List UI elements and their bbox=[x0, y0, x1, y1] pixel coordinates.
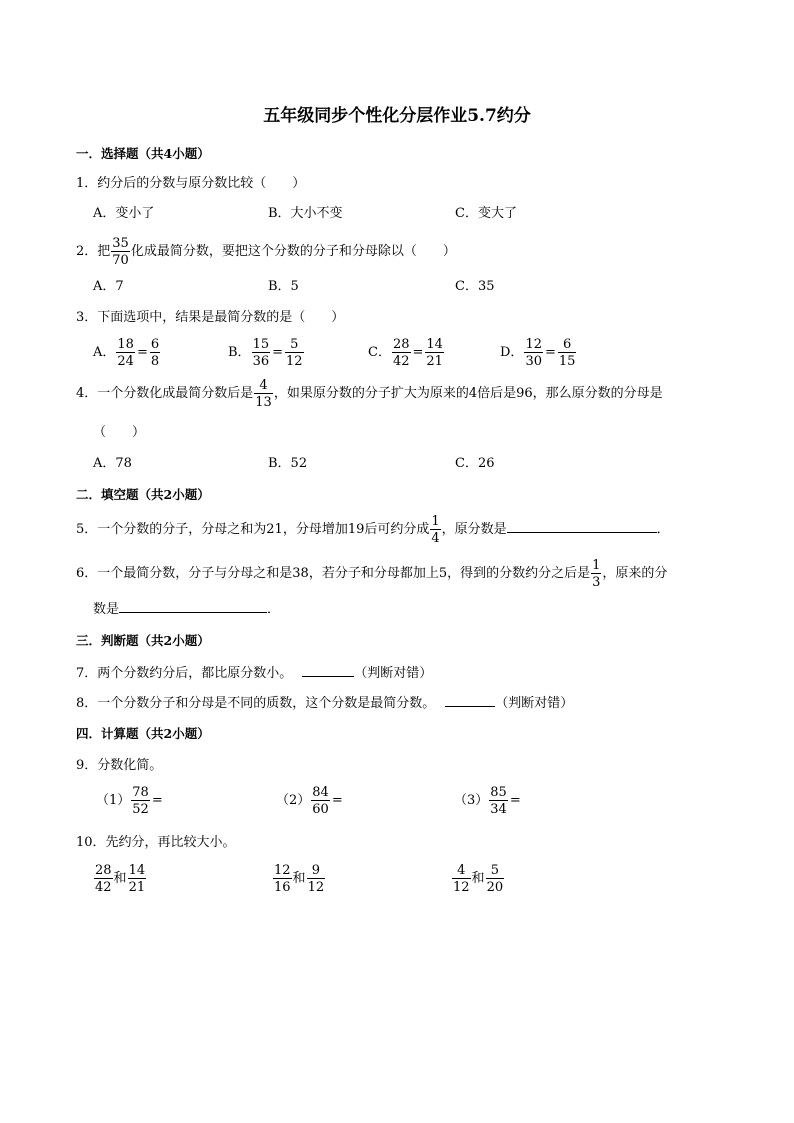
fraction bbox=[128, 864, 147, 894]
question-4-option-b: B．52 bbox=[268, 456, 308, 471]
question-9-item-2 bbox=[276, 784, 344, 818]
equals-sign: = bbox=[331, 793, 343, 808]
question-1-option-c: C．变大了 bbox=[455, 206, 517, 221]
page-title: 五年级同步个性化分层作业5.7约分 bbox=[263, 106, 531, 126]
fraction bbox=[307, 864, 326, 894]
fraction-denominator: 42 bbox=[95, 879, 112, 895]
question-3-option-d bbox=[500, 336, 577, 370]
question-6-line2 bbox=[93, 600, 280, 619]
fraction-numerator: 9 bbox=[311, 862, 320, 878]
question-4-suffix: ，如果原分数的分子扩大为原来的4倍后是96，那么原分数的分母是 bbox=[273, 386, 663, 401]
question-3-option-c bbox=[368, 336, 445, 370]
fraction-numerator: 14 bbox=[426, 336, 443, 352]
fraction-denominator: 52 bbox=[132, 801, 149, 817]
question-10-stem: 10．先约分，再比较大小。 bbox=[76, 835, 236, 850]
question-2-stem bbox=[76, 235, 456, 269]
item-label: （1） bbox=[96, 793, 131, 808]
fraction-denominator: 15 bbox=[558, 353, 576, 369]
fraction bbox=[392, 338, 411, 368]
fraction bbox=[558, 338, 577, 368]
question-10-pair-1 bbox=[93, 862, 147, 896]
fraction-denominator: 4 bbox=[431, 530, 440, 546]
question-8-stem bbox=[76, 694, 573, 713]
fraction bbox=[524, 338, 543, 368]
fraction bbox=[94, 864, 113, 894]
question-1-stem: 1．约分后的分数与原分数比较（ ） bbox=[76, 176, 306, 191]
fraction-denominator: 8 bbox=[150, 353, 160, 369]
fraction-denominator: 24 bbox=[117, 353, 134, 369]
option-label: B． bbox=[228, 345, 251, 360]
fraction bbox=[116, 338, 135, 368]
question-10-pair-3 bbox=[451, 862, 505, 896]
question-9-item-1 bbox=[96, 784, 164, 818]
equals-sign: = bbox=[544, 345, 556, 360]
question-3-option-b bbox=[228, 336, 305, 370]
fraction bbox=[489, 786, 508, 816]
fraction bbox=[131, 786, 150, 816]
question-10-pair-2 bbox=[272, 862, 326, 896]
question-9-stem: 9．分数化简。 bbox=[76, 758, 163, 773]
question-4-option-c: C．26 bbox=[455, 456, 495, 471]
fraction-numerator: 6 bbox=[563, 336, 572, 352]
section-heading-fill: 二．填空题（共2小题） bbox=[76, 487, 210, 502]
fraction-denominator: 12 bbox=[286, 353, 303, 369]
question-3-option-a bbox=[93, 336, 161, 370]
question-1-option-a: A．变小了 bbox=[93, 206, 155, 221]
question-6-continuation: 数是 bbox=[93, 602, 120, 617]
question-5-suffix: ，原分数是 bbox=[441, 522, 507, 537]
fraction-numerator: 18 bbox=[117, 336, 134, 352]
fraction bbox=[252, 338, 271, 368]
fraction-denominator: 21 bbox=[426, 353, 443, 369]
equals-sign: = bbox=[509, 793, 521, 808]
fraction bbox=[311, 786, 330, 816]
fraction-numerator: 15 bbox=[252, 336, 270, 352]
fraction bbox=[591, 559, 601, 589]
fraction-denominator: 20 bbox=[486, 879, 504, 895]
answer-blank[interactable] bbox=[302, 664, 354, 677]
fraction-denominator: 16 bbox=[274, 879, 291, 895]
fraction-numerator: 1 bbox=[592, 557, 601, 573]
fraction-denominator: 13 bbox=[255, 394, 272, 410]
question-8-tail: （判断对错） bbox=[495, 696, 574, 711]
question-7-tail: （判断对错） bbox=[354, 666, 433, 681]
fraction bbox=[285, 338, 304, 368]
answer-blank[interactable] bbox=[507, 520, 657, 533]
question-4-stem bbox=[76, 377, 663, 411]
option-label: C． bbox=[368, 345, 391, 360]
question-6-prefix: 6．一个最简分数，分子与分母之和是38，若分子和分母都加上5，得到的分数约分之后是 bbox=[76, 566, 591, 581]
question-2-prefix: 2．把 bbox=[76, 244, 111, 259]
question-5-prefix: 5．一个分数的分子，分母之和为21，分母增加19后可约分成 bbox=[76, 522, 430, 537]
question-4-paren: （ ） bbox=[93, 425, 146, 440]
fraction bbox=[150, 338, 160, 368]
answer-blank[interactable] bbox=[445, 694, 495, 707]
fraction-denominator: 21 bbox=[128, 879, 146, 895]
question-7-text: 7．两个分数约分后，都比原分数小。 bbox=[76, 666, 293, 681]
item-label: （3） bbox=[454, 793, 489, 808]
question-2-option-b: B．5 bbox=[268, 279, 299, 294]
fraction-denominator: 34 bbox=[490, 801, 507, 817]
and-word: 和 bbox=[292, 871, 306, 886]
fraction-denominator: 12 bbox=[307, 879, 325, 895]
question-6-suffix: ，原来的分 bbox=[602, 566, 668, 581]
fraction bbox=[486, 864, 505, 894]
answer-blank[interactable] bbox=[119, 600, 267, 613]
fraction-numerator: 28 bbox=[95, 862, 112, 878]
question-6-stem bbox=[76, 557, 667, 591]
fraction-numerator: 28 bbox=[392, 336, 410, 352]
section-heading-judge: 三．判断题（共2小题） bbox=[76, 633, 210, 648]
option-label: A． bbox=[93, 345, 116, 360]
fraction bbox=[111, 237, 130, 267]
fraction-numerator: 14 bbox=[128, 862, 146, 878]
fraction-denominator: 30 bbox=[525, 353, 542, 369]
section-heading-calc: 四．计算题（共2小题） bbox=[76, 726, 210, 741]
question-5-stem bbox=[76, 513, 670, 547]
fraction-denominator: 3 bbox=[592, 574, 601, 590]
fraction bbox=[430, 515, 440, 545]
fraction bbox=[425, 338, 444, 368]
fraction-numerator: 85 bbox=[490, 784, 507, 800]
fraction bbox=[452, 864, 471, 894]
fraction-numerator: 1 bbox=[431, 513, 440, 529]
equals-sign: = bbox=[151, 793, 163, 808]
equals-sign: = bbox=[136, 345, 148, 360]
fraction-denominator: 42 bbox=[392, 353, 410, 369]
equals-sign: = bbox=[412, 345, 424, 360]
fraction-denominator: 36 bbox=[252, 353, 270, 369]
section-heading-choice: 一．选择题（共4小题） bbox=[76, 146, 210, 161]
and-word: 和 bbox=[113, 871, 127, 886]
fraction-denominator: 60 bbox=[312, 801, 329, 817]
option-label: D． bbox=[500, 345, 524, 360]
fraction-numerator: 4 bbox=[457, 862, 466, 878]
fraction-numerator: 5 bbox=[490, 862, 499, 878]
fraction-numerator: 6 bbox=[150, 336, 160, 352]
equals-sign: = bbox=[272, 345, 284, 360]
fraction-denominator: 70 bbox=[112, 252, 129, 268]
question-2-option-c: C．35 bbox=[455, 279, 495, 294]
and-word: 和 bbox=[471, 871, 485, 886]
question-2-suffix: 化成最简分数，要把这个分数的分子和分母除以（ ） bbox=[130, 244, 456, 259]
question-2-option-a: A．7 bbox=[93, 279, 124, 294]
question-3-stem: 3．下面选项中，结果是最简分数的是（ ） bbox=[76, 310, 345, 325]
fraction-numerator: 12 bbox=[525, 336, 542, 352]
fraction-denominator: 12 bbox=[453, 879, 470, 895]
question-5-end: ． bbox=[656, 522, 670, 537]
fraction bbox=[254, 379, 273, 409]
question-1-option-b: B．大小不变 bbox=[268, 206, 343, 221]
item-label: （2） bbox=[276, 793, 311, 808]
question-6-end: ． bbox=[267, 602, 281, 617]
fraction-numerator: 4 bbox=[259, 377, 268, 393]
fraction-numerator: 78 bbox=[132, 784, 149, 800]
fraction bbox=[273, 864, 292, 894]
fraction-numerator: 84 bbox=[312, 784, 329, 800]
fraction-numerator: 35 bbox=[112, 235, 129, 251]
fraction-numerator: 5 bbox=[290, 336, 299, 352]
question-4-option-a: A．78 bbox=[93, 456, 132, 471]
question-8-text: 8．一个分数分子和分母是不同的质数，这个分数是最简分数。 bbox=[76, 696, 436, 711]
fraction-numerator: 12 bbox=[274, 862, 291, 878]
question-9-item-3 bbox=[454, 784, 522, 818]
question-7-stem bbox=[76, 664, 432, 683]
question-4-prefix: 4．一个分数化成最简分数后是 bbox=[76, 386, 254, 401]
